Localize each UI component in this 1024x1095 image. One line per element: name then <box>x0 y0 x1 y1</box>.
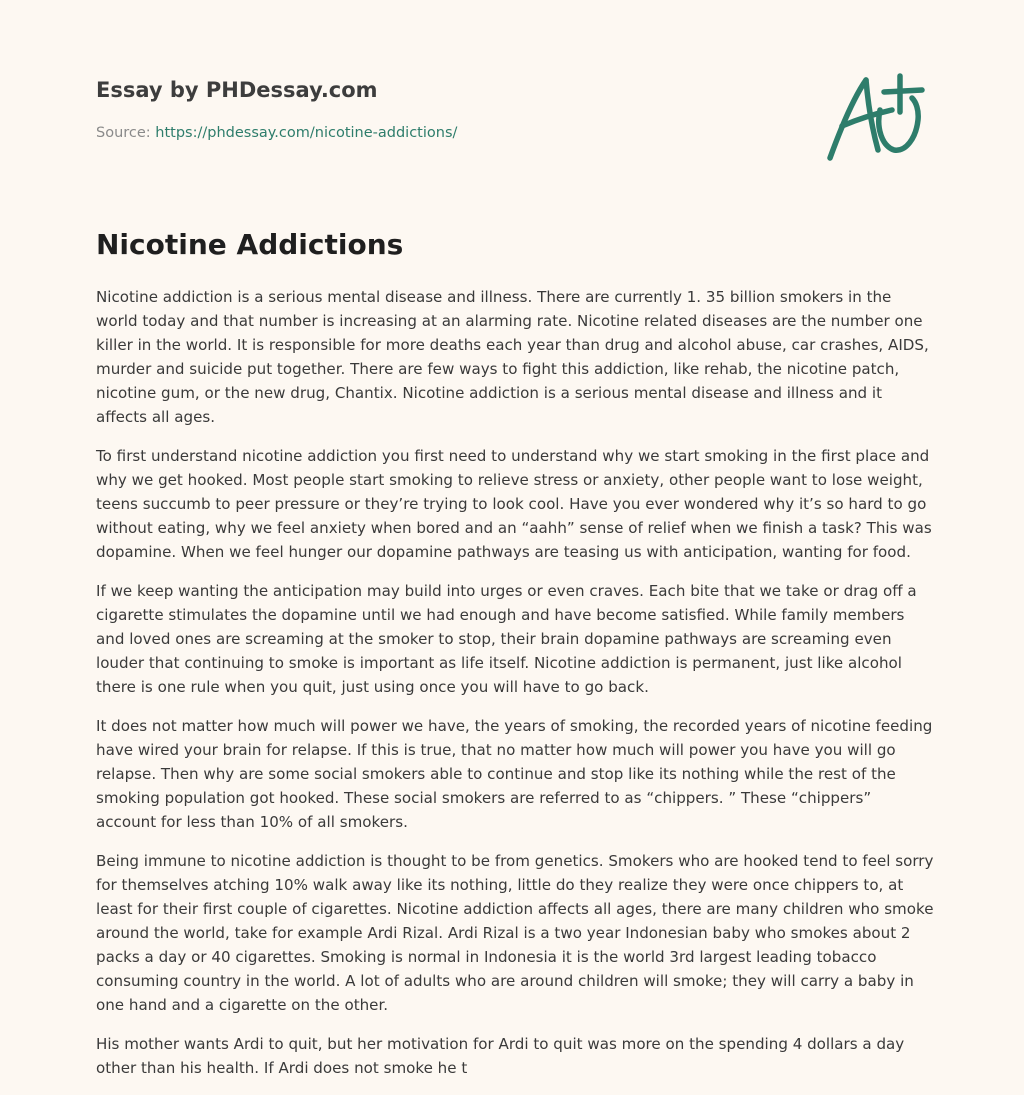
paragraph: Nicotine addiction is a serious mental disease and illness. There are currently 1. 35 billion smokers in the world today and that number is increasing at an alarming rate. Nicotine related diseases are the number one killer in the world. It is responsible for more deaths each year than drug and alcohol abuse, car crashes, AIDS, murder and suicide put together. There are few ways to fight this addiction, like rehab, the nicotine patch, nicotine gum, or the new drug, Chantix. Nicotine addiction is a serious mental disease and illness and it affects all ages. <box>96 288 929 426</box>
paragraph: If we keep wanting the anticipation may build into urges or even craves. Each bite that we take or drag off a cigarette stimulates the dopamine until we had enough and have become satisfied. While family members and loved ones are screaming at the smoker to stop, their brain dopamine pathways are screaming even louder that continuing to smoke is important as life itself. Nicotine addiction is permanent, just like alcohol there is one rule when you quit, just using once you will have to go back. <box>96 582 917 696</box>
source-label: Source: <box>96 125 156 141</box>
paragraph: It does not matter how much will power we have, the years of smoking, the recorded years of nicotine feeding have wired your brain for relapse. If this is true, that no matter how much will power you have you will go relapse. Then why are some social smokers able to continue and stop like its nothing while the rest of the smoking population got hooked. These social smokers are referred to as “chippers. ” These “chippers” account for less than 10% of all smokers. <box>96 717 933 831</box>
source-link[interactable]: https://phdessay.com/nicotine-addictions/ <box>155 125 458 141</box>
paragraph: His mother wants Ardi to quit, but her motivation for Ardi to quit was more on the spending 4 dollars a day other than his health. If Ardi does not smoke he t <box>96 1035 905 1077</box>
essay-header <box>96 76 656 143</box>
article-title: Nicotine Addictions <box>96 228 404 261</box>
a-plus-logo-icon <box>822 70 928 164</box>
paragraph: Being immune to nicotine addiction is thought to be from genetics. Smokers who are hooked tend to feel sorry for themselves atching 10% walk away like its nothing, little do they realize they were once chippers to, at least for their first couple of cigarettes. Nicotine addiction affects all ages, there are many children who smoke around the world, take for example Ardi Rizal. Ardi Rizal is a two year Indonesian baby who smokes about 2 packs a day or 40 cigarettes. Smoking is normal in Indonesia it is the world 3rd largest leading tobacco consuming country in the world. A lot of adults who are around children will smoke; they will carry a baby in one hand and a cigarette on the other. <box>96 852 934 1014</box>
site-title: Essay by PHDessay.com <box>96 78 378 102</box>
paragraph: To first understand nicotine addiction you first need to understand why we start smoking in the first place and why we get hooked. Most people start smoking to relieve stress or anxiety, other people want to lose weight, teens succumb to peer pressure or they’re trying to look cool. Have you ever wondered why it’s so hard to go without eating, why we feel anxiety when bored and an “aahh” sense of relief when we finish a task? This was dopamine. When we feel hunger our dopamine pathways are teasing us with anticipation, wanting for food. <box>96 447 932 561</box>
source-line <box>96 123 656 143</box>
article-body <box>96 285 936 1095</box>
